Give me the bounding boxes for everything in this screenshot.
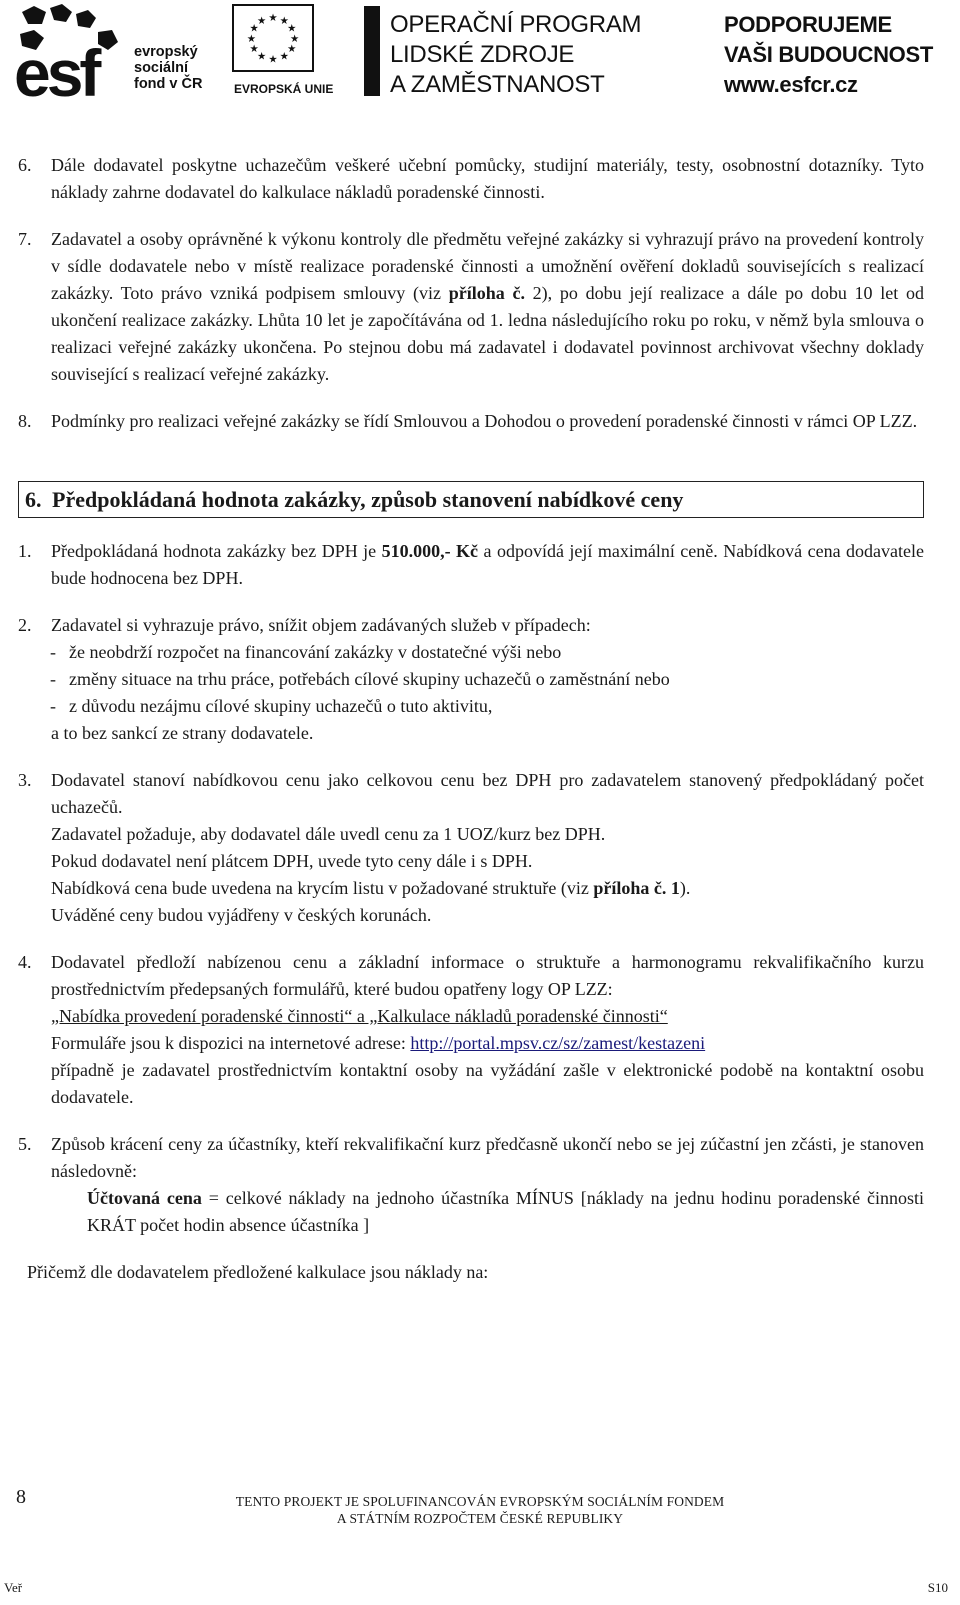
item-number: 5. — [18, 1134, 32, 1154]
svg-text:★: ★ — [249, 22, 259, 35]
item-text: Zadavatel požaduje, aby dodavatel dále uvedl cenu za 1 UOZ/kurz bez DPH. — [51, 824, 606, 844]
eu-flag-icon — [232, 4, 314, 72]
list-item — [18, 767, 924, 929]
op-logo-bar — [364, 6, 380, 96]
page-header — [0, 0, 960, 110]
download-link[interactable]: http://portal.mpsv.cz/sz/zamest/kestazeni — [410, 1033, 706, 1053]
item-text: 2), po dobu její realizace a dále po dobu 10 let od ukončení realizace zakázky. Lhůta 10 let je započítávána od 1. ledna následujícího roku po roku, v němž byla smlouva o realizaci veřejné zakázky ukončena. Po stejnou dobu má zadavatel i dodavatel povinnost archivovat všechny doklady související s realizací veřejné zakázky. — [51, 283, 924, 384]
eu-logo-text: EVROPSKÁ UNIE — [234, 82, 334, 96]
svg-text:★: ★ — [279, 50, 289, 63]
svg-text:★: ★ — [279, 14, 289, 27]
svg-text:★: ★ — [257, 50, 267, 63]
item-text: a to bez sankcí ze strany dodavatele. — [51, 723, 314, 743]
esf-logo-mark — [14, 4, 130, 100]
item-text: Uváděné ceny budou vyjádřeny v českých korunách. — [51, 905, 432, 925]
header-slogan: PODPORUJEME VAŠI BUDOUCNOST www.esfcr.cz — [724, 12, 933, 97]
bullet-item: - z důvodu nezájmu cílové skupiny uchazečů o tuto aktivitu, — [50, 696, 493, 716]
item-text: Pokud dodavatel není plátcem DPH, uvede tyto ceny dále i s DPH. — [51, 851, 533, 871]
closing-text: Přičemž dle dodavatelem předložené kalkulace jsou náklady na: — [27, 1262, 489, 1282]
section-heading — [18, 481, 924, 518]
item-text: Dodavatel předloží nabízenou cenu a základní informace o struktuře a harmonogramu rekvalifikačního kurzu prostřednictvím předepsaných formulářů, které budou opatřeny logy OP LZZ: — [51, 952, 924, 999]
item-text-bold: příloha č. — [448, 283, 525, 303]
list-item — [18, 408, 924, 435]
svg-text:★: ★ — [287, 43, 297, 56]
item-number: 4. — [18, 952, 32, 972]
svg-text:★: ★ — [268, 12, 278, 25]
item-text: a odpovídá její maximální ceně. Nabídková cena dodavatele bude hodnocena bez DPH. — [51, 541, 924, 588]
svg-text:esf: esf — [14, 36, 98, 100]
item-number: 6. — [18, 155, 32, 175]
eu-logo — [232, 4, 344, 100]
page-number: 8 — [16, 1486, 26, 1508]
footer-corner-left: Veř — [4, 1580, 23, 1595]
item-text: Podmínky pro realizaci veřejné zakázky se řídí Smlouvou a Dohodou o provedení poradenské činnosti v rámci OP LZZ. — [51, 411, 918, 431]
item-text: Dále dodavatel poskytne uchazečům veškeré učební pomůcky, studijní materiály, testy, osobnostní dotazníky. Tyto náklady zahrne dodavatel do kalkulace nákladů poradenské činnosti. — [51, 155, 924, 202]
item-text: Zadavatel a osoby oprávněné k výkonu kontroly dle předmětu veřejné zakázky si vyhrazují právo na provedení kontroly v sídle dodavatele nebo v místě realizace poradenské činnosti a umožnění ověření dokladů souvisejících s realizací zakázky. Toto právo vzniká podpisem smlouvy (viz — [51, 229, 924, 303]
item-text: Předpokládaná hodnota zakázky bez DPH je — [51, 541, 382, 561]
list-item — [18, 152, 924, 206]
svg-text:★: ★ — [268, 53, 278, 66]
item-text: Dodavatel stanoví nabídkovou cenu jako celkovou cenu bez DPH pro zadavatelem stanovený předpokládaný počet uchazečů. — [51, 770, 924, 817]
form-names: „Nabídka provedení poradenské činnosti“ a „Kalkulace nákladů poradenské činnosti“ — [51, 1006, 668, 1026]
list-item — [18, 226, 924, 388]
footer-note: TENTO PROJEKT JE SPOLUFINANCOVÁN EVROPSKÝM SOCIÁLNÍM FONDEM A STÁTNÍM ROZPOČTEM ČESKÉ REPUBLIKY — [235, 1494, 725, 1526]
section-number: 6. — [25, 487, 42, 512]
item-number: 7. — [18, 229, 32, 249]
item-number: 1. — [18, 541, 32, 561]
item-text: Nabídková cena bude uvedena na krycím listu v požadované struktuře (viz příloha č. 1). — [51, 878, 691, 898]
svg-text:★: ★ — [290, 32, 300, 45]
item-number: 2. — [18, 615, 32, 635]
esf-logo — [14, 4, 220, 100]
document-body — [18, 152, 924, 1286]
op-lzz-logo — [364, 4, 684, 100]
item-text: případně je zadavatel prostřednictvím kontaktní osoby na vyžádání zašle v elektronické podobě na kontaktní osobu dodavatele. — [51, 1060, 924, 1107]
svg-text:★: ★ — [287, 22, 297, 35]
svg-text:★: ★ — [257, 14, 267, 27]
price-formula: Účtovaná cena = celkové náklady na jednoho účastníka MÍNUS [náklady na jednu hodinu poradenské činnosti KRÁT počet hodin absence účastníka ] — [87, 1188, 924, 1235]
section-title: Předpokládaná hodnota zakázky, způsob stanovení nabídkové ceny — [52, 487, 684, 512]
svg-text:★: ★ — [246, 32, 256, 45]
item-number: 3. — [18, 770, 32, 790]
item-text-bold: 510.000,- Kč — [381, 541, 479, 561]
list-item — [18, 949, 924, 1111]
svg-text:★: ★ — [249, 43, 259, 56]
op-logo-text: OPERAČNÍ PROGRAM LIDSKÉ ZDROJE A ZAMĚSTNANOST — [390, 11, 642, 98]
item-text: Formuláře jsou k dispozici na internetové adrese: http://portal.mpsv.cz/sz/zamest/kestazeni — [51, 1033, 706, 1053]
item-text: Způsob krácení ceny za účastníky, kteří rekvalifikační kurz předčasně ukončí nebo se jej zúčastní jen zčásti, je stanoven následovně: — [51, 1134, 924, 1181]
item-number: 8. — [18, 411, 32, 431]
bullet-item: - změny situace na trhu práce, potřebách cílové skupiny uchazečů o zaměstnání nebo — [50, 669, 670, 689]
esf-logo-text: evropský sociální fond v ČR — [134, 44, 203, 92]
bullet-item: - že neobdrží rozpočet na financování zakázky v dostatečné výši nebo — [50, 642, 562, 662]
list-item — [18, 612, 924, 747]
list-item — [18, 538, 924, 592]
footer-corner-right: S10 — [927, 1580, 948, 1595]
item-text: Zadavatel si vyhrazuje právo, snížit objem zadávaných služeb v případech: — [51, 615, 591, 635]
list-item — [18, 1131, 924, 1239]
